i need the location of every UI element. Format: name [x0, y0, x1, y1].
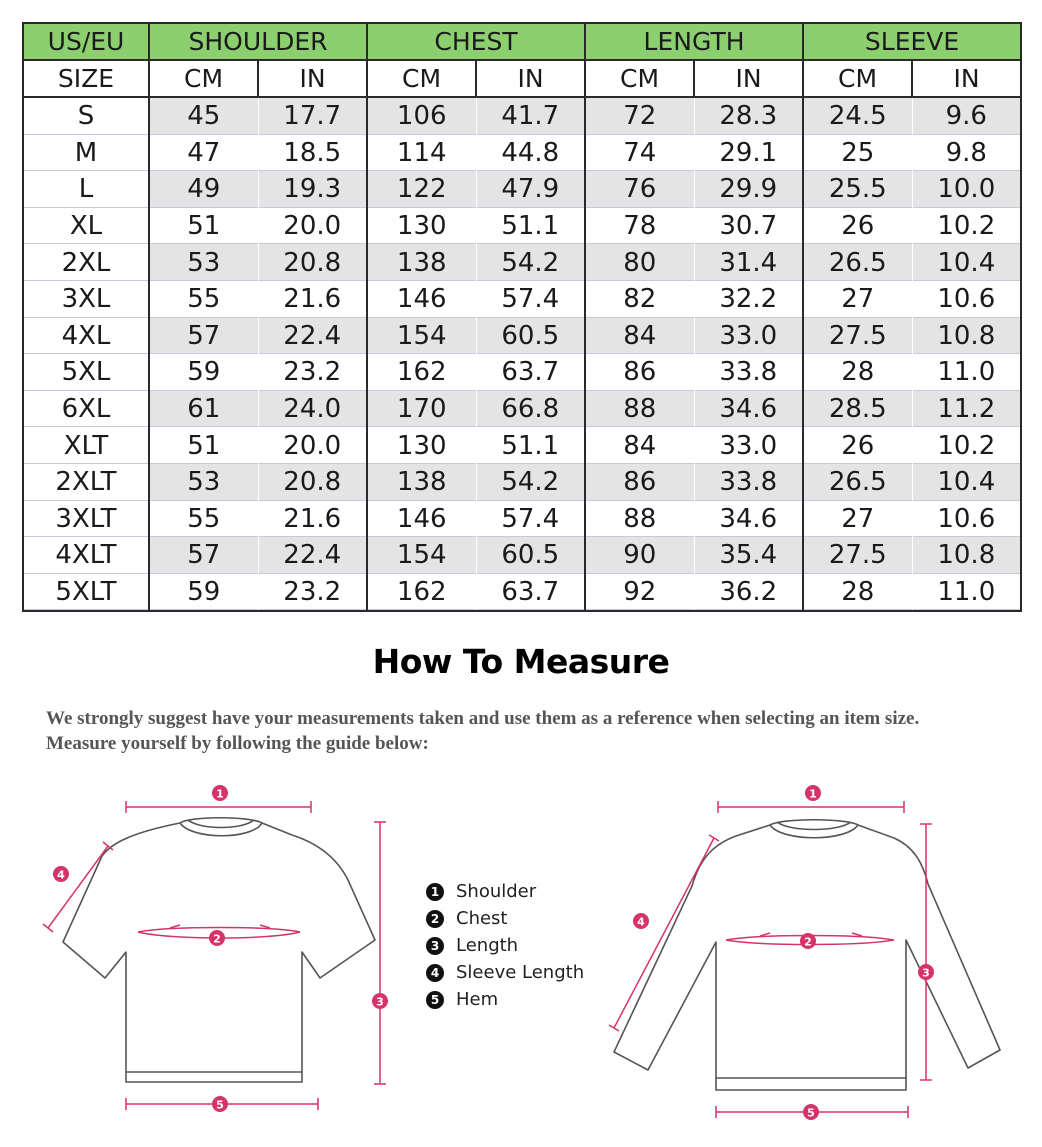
table-cell: 10.6 [912, 501, 1021, 538]
table-cell: 10.8 [912, 537, 1021, 574]
table-cell: 33.0 [694, 427, 803, 464]
table-cell: 122 [367, 171, 476, 208]
table-cell: 21.6 [258, 501, 367, 538]
table-cell: 20.8 [258, 464, 367, 501]
table-cell: 26.5 [803, 464, 912, 501]
legend-item-sleeve-length [426, 959, 584, 986]
table-cell: 21.6 [258, 281, 367, 318]
table-cell: 22.4 [258, 318, 367, 355]
table-cell: 9.6 [912, 97, 1021, 135]
table-cell: 63.7 [476, 574, 585, 612]
table-cell: 51 [149, 208, 258, 245]
table-row [23, 244, 1021, 281]
table-row [23, 427, 1021, 464]
table-cell: 47.9 [476, 171, 585, 208]
table-cell: 54.2 [476, 244, 585, 281]
table-cell: 11.0 [912, 574, 1021, 612]
table-cell: 26 [803, 427, 912, 464]
table-cell: 162 [367, 354, 476, 391]
size-label: 2XLT [23, 464, 149, 501]
table-cell: 20.0 [258, 208, 367, 245]
legend-label: Sleeve Length [456, 962, 585, 983]
marker-label: 1 [809, 787, 817, 801]
tshirt-measure-lines [43, 801, 386, 1110]
table-cell: 80 [585, 244, 694, 281]
table-cell: 53 [149, 464, 258, 501]
table-cell: 30.7 [694, 208, 803, 245]
marker-label: 2 [213, 932, 221, 946]
legend-number: 3 [426, 937, 444, 955]
legend-item-length [426, 932, 584, 959]
table-cell: 82 [585, 281, 694, 318]
header-sleeve: SLEEVE [803, 23, 1021, 60]
header-chest: CHEST [367, 23, 585, 60]
table-cell: 10.2 [912, 427, 1021, 464]
table-cell: 86 [585, 354, 694, 391]
marker-label: 4 [57, 868, 65, 882]
table-cell: 22.4 [258, 537, 367, 574]
header-size: SIZE [23, 60, 149, 97]
table-cell: 57 [149, 537, 258, 574]
table-cell: 23.2 [258, 574, 367, 612]
table-cell: 26 [803, 208, 912, 245]
header-unit-cm: CM [149, 60, 258, 97]
table-cell: 20.0 [258, 427, 367, 464]
table-cell: 49 [149, 171, 258, 208]
table-cell: 41.7 [476, 97, 585, 135]
table-cell: 146 [367, 281, 476, 318]
legend-number: 5 [426, 991, 444, 1009]
legend-label: Chest [456, 908, 508, 929]
long-sleeve-outline [614, 820, 1000, 1090]
legend-number: 1 [426, 883, 444, 901]
table-cell: 19.3 [258, 171, 367, 208]
marker-label: 2 [804, 935, 812, 949]
table-cell: 17.7 [258, 97, 367, 135]
table-cell: 10.2 [912, 208, 1021, 245]
table-cell: 92 [585, 574, 694, 612]
measurement-legend [426, 878, 584, 1013]
table-cell: 146 [367, 501, 476, 538]
table-cell: 170 [367, 391, 476, 428]
table-row [23, 354, 1021, 391]
size-label: 5XL [23, 354, 149, 391]
table-cell: 11.0 [912, 354, 1021, 391]
size-label: 2XL [23, 244, 149, 281]
table-cell: 33.0 [694, 318, 803, 355]
table-cell: 154 [367, 318, 476, 355]
table-cell: 45 [149, 97, 258, 135]
long-sleeve-markers [633, 785, 934, 1120]
table-cell: 106 [367, 97, 476, 135]
legend-label: Hem [456, 989, 499, 1010]
table-cell: 26.5 [803, 244, 912, 281]
how-to-measure-title: How To Measure [372, 642, 670, 681]
table-cell: 130 [367, 427, 476, 464]
tshirt-diagram [30, 780, 410, 1120]
table-cell: 18.5 [258, 135, 367, 172]
table-cell: 55 [149, 281, 258, 318]
table-row [23, 391, 1021, 428]
table-cell: 47 [149, 135, 258, 172]
table-cell: 59 [149, 354, 258, 391]
table-row [23, 318, 1021, 355]
table-cell: 72 [585, 97, 694, 135]
table-cell: 34.6 [694, 501, 803, 538]
legend-item-hem [426, 986, 584, 1013]
table-cell: 63.7 [476, 354, 585, 391]
table-row [23, 464, 1021, 501]
size-label: 3XL [23, 281, 149, 318]
header-unit-cm: CM [585, 60, 694, 97]
table-cell: 57 [149, 318, 258, 355]
table-cell: 10.4 [912, 244, 1021, 281]
size-label: M [23, 135, 149, 172]
legend-number: 4 [426, 964, 444, 982]
marker-label: 5 [216, 1098, 224, 1112]
table-cell: 88 [585, 391, 694, 428]
table-cell: 28.3 [694, 97, 803, 135]
table-cell: 33.8 [694, 464, 803, 501]
table-cell: 35.4 [694, 537, 803, 574]
table-cell: 32.2 [694, 281, 803, 318]
table-cell: 88 [585, 501, 694, 538]
legend-item-shoulder [426, 878, 584, 905]
table-row [23, 135, 1021, 172]
table-cell: 138 [367, 244, 476, 281]
table-row [23, 537, 1021, 574]
table-cell: 55 [149, 501, 258, 538]
table-cell: 27.5 [803, 318, 912, 355]
table-row [23, 574, 1021, 612]
table-cell: 10.6 [912, 281, 1021, 318]
table-cell: 61 [149, 391, 258, 428]
table-cell: 25.5 [803, 171, 912, 208]
table-cell: 154 [367, 537, 476, 574]
table-cell: 24.5 [803, 97, 912, 135]
table-cell: 44.8 [476, 135, 585, 172]
table-cell: 138 [367, 464, 476, 501]
size-label: 5XLT [23, 574, 149, 612]
table-cell: 28 [803, 354, 912, 391]
table-cell: 20.8 [258, 244, 367, 281]
table-cell: 76 [585, 171, 694, 208]
table-cell: 10.8 [912, 318, 1021, 355]
size-label: 4XL [23, 318, 149, 355]
table-cell: 84 [585, 318, 694, 355]
table-cell: 54.2 [476, 464, 585, 501]
table-cell: 11.2 [912, 391, 1021, 428]
marker-label: 3 [922, 966, 930, 980]
table-cell: 162 [367, 574, 476, 612]
table-cell: 31.4 [694, 244, 803, 281]
size-label: 3XLT [23, 501, 149, 538]
tshirt-outline [63, 818, 375, 1082]
table-cell: 27 [803, 501, 912, 538]
group-header-row [23, 23, 1021, 60]
legend-label: Length [456, 935, 519, 956]
table-cell: 53 [149, 244, 258, 281]
table-row [23, 501, 1021, 538]
header-unit-cm: CM [803, 60, 912, 97]
table-cell: 10.0 [912, 171, 1021, 208]
table-row [23, 97, 1021, 135]
table-cell: 51.1 [476, 427, 585, 464]
table-cell: 28 [803, 574, 912, 612]
table-cell: 27 [803, 281, 912, 318]
tshirt-markers [53, 785, 388, 1112]
table-cell: 29.9 [694, 171, 803, 208]
header-unit-in: IN [912, 60, 1021, 97]
legend-item-chest [426, 905, 584, 932]
marker-label: 4 [637, 915, 645, 929]
table-cell: 74 [585, 135, 694, 172]
marker-label: 5 [807, 1106, 815, 1120]
table-cell: 36.2 [694, 574, 803, 612]
table-cell: 10.4 [912, 464, 1021, 501]
table-cell: 86 [585, 464, 694, 501]
table-cell: 130 [367, 208, 476, 245]
header-length: LENGTH [585, 23, 803, 60]
table-cell: 90 [585, 537, 694, 574]
header-unit-cm: CM [367, 60, 476, 97]
marker-label: 1 [216, 787, 224, 801]
table-cell: 23.2 [258, 354, 367, 391]
table-cell: 59 [149, 574, 258, 612]
legend-label: Shoulder [456, 881, 537, 902]
measurement-intro [46, 706, 1026, 756]
size-chart-table [22, 22, 1022, 612]
table-cell: 66.8 [476, 391, 585, 428]
intro-line-1: We strongly suggest have your measurements taken and use them as a reference when selecting an item size. [46, 708, 920, 729]
table-cell: 60.5 [476, 318, 585, 355]
unit-header-row [23, 60, 1021, 97]
table-row [23, 281, 1021, 318]
intro-line-2: Measure yourself by following the guide below: [46, 733, 429, 754]
header-unit-in: IN [258, 60, 367, 97]
table-cell: 27.5 [803, 537, 912, 574]
table-cell: 28.5 [803, 391, 912, 428]
table-cell: 29.1 [694, 135, 803, 172]
table-row [23, 208, 1021, 245]
table-cell: 78 [585, 208, 694, 245]
size-label: XLT [23, 427, 149, 464]
size-label: 4XLT [23, 537, 149, 574]
table-cell: 25 [803, 135, 912, 172]
table-cell: 114 [367, 135, 476, 172]
header-shoulder: SHOULDER [149, 23, 367, 60]
long-sleeve-diagram [600, 780, 1020, 1125]
table-cell: 33.8 [694, 354, 803, 391]
table-cell: 57.4 [476, 501, 585, 538]
table-cell: 57.4 [476, 281, 585, 318]
table-cell: 84 [585, 427, 694, 464]
table-cell: 51 [149, 427, 258, 464]
header-us-eu: US/EU [23, 23, 149, 60]
table-row [23, 171, 1021, 208]
size-label: XL [23, 208, 149, 245]
marker-label: 3 [376, 995, 384, 1009]
header-unit-in: IN [694, 60, 803, 97]
size-label: 6XL [23, 391, 149, 428]
table-cell: 24.0 [258, 391, 367, 428]
size-label: S [23, 97, 149, 135]
table-cell: 60.5 [476, 537, 585, 574]
legend-number: 2 [426, 910, 444, 928]
table-cell: 51.1 [476, 208, 585, 245]
header-unit-in: IN [476, 60, 585, 97]
table-cell: 9.8 [912, 135, 1021, 172]
table-cell: 34.6 [694, 391, 803, 428]
size-label: L [23, 171, 149, 208]
